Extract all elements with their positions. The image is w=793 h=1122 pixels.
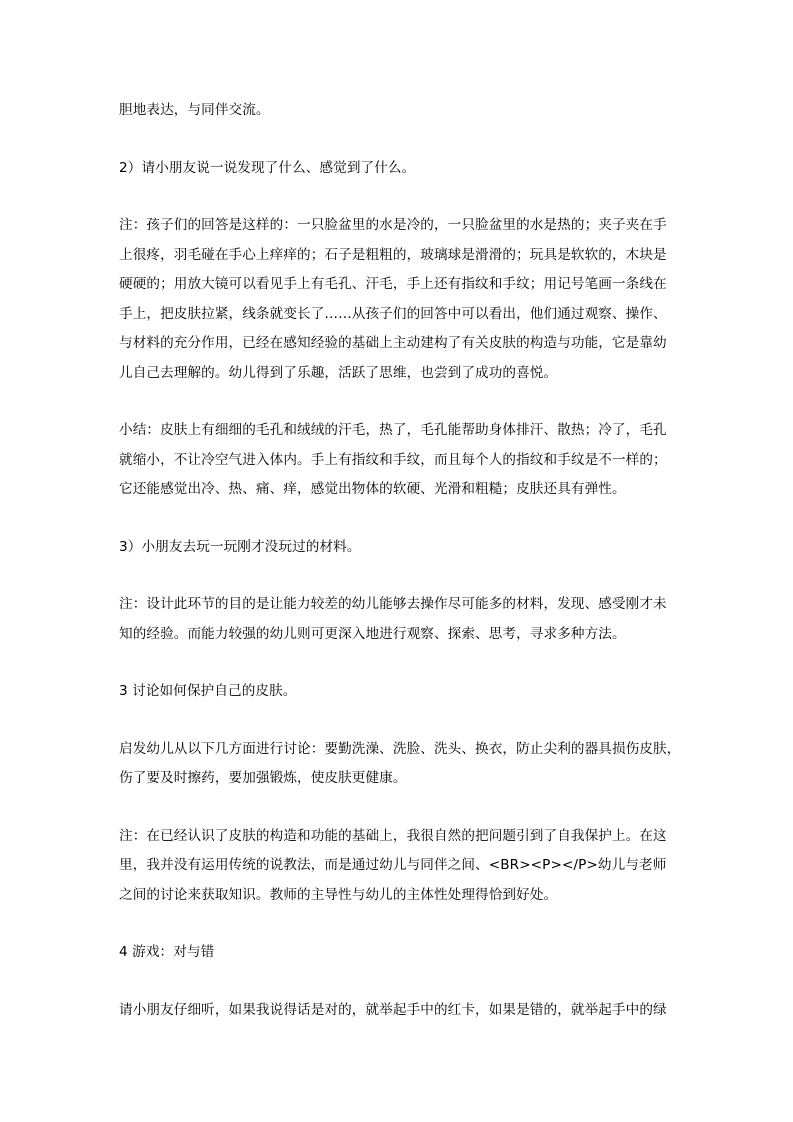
paragraph-note-self-protection — [119, 822, 679, 911]
text-line: 它还能感觉出冷、热、痛、痒，感觉出物体的软硬、光滑和粗糙；皮肤还具有弹性。 — [119, 481, 626, 497]
text-line: 知的经验。而能力较强的幼儿则可更深入地进行观察、探索、思考，寻求多种方法。 — [119, 625, 626, 642]
paragraph-summary — [119, 416, 679, 505]
text-line: 2）请小朋友说一说发现了什么、感觉到了什么。 — [119, 159, 416, 176]
text-line: 启发幼儿从以下几方面进行讨论：要勤洗澡、洗脸、洗头、换衣，防止尖利的器具损伤皮肤， — [119, 740, 681, 757]
document-body — [119, 96, 679, 1053]
text-line: 3）小朋友去玩一玩刚才没玩过的材料。 — [119, 538, 361, 555]
paragraph-note-children-answers — [119, 211, 679, 388]
text-line: 胆地表达，与同伴交流。 — [119, 102, 270, 118]
section-heading-4 — [119, 938, 679, 968]
text-line: 里，我并没有运用传统的说教法，而是通过幼儿与同伴之间、<BR><P></P>幼儿与老师 — [119, 857, 667, 873]
text-line: 就缩小，不让冷空气进入体内。手上有指纹和手纹，而且每个人的指纹和手纹是不一样的； — [119, 451, 667, 468]
paragraph-game-instructions — [119, 996, 679, 1026]
paragraph-step-3 — [119, 533, 679, 563]
section-heading-3 — [119, 677, 679, 707]
paragraph-step-2 — [119, 154, 679, 184]
text-line: 硬硬的；用放大镜可以看见手上有毛孔、汗毛，手上还有指纹和手纹；用记号笔画一条线在 — [119, 276, 667, 292]
text-line: 之间的讨论来获取知识。教师的主导性与幼儿的主体性处理得恰到好处。 — [119, 886, 558, 903]
text-line: 请小朋友仔细听，如果我说得话是对的，就举起手中的红卡，如果是错的，就举起手中的绿 — [119, 1001, 667, 1018]
paragraph-continuation — [119, 96, 679, 126]
text-line: 手上，把皮肤拉紧，线条就变长了……从孩子们的回答中可以看出，他们通过观察、操作、 — [119, 305, 667, 322]
text-line: 注：设计此环节的目的是让能力较差的幼儿能够去操作尽可能多的材料，发现、感受刚才未 — [119, 596, 667, 612]
text-line: 注：在已经认识了皮肤的构造和功能的基础上，我很自然的把问题引到了自我保护上。在这 — [119, 827, 667, 844]
text-line: 儿自己去理解的。幼儿得到了乐趣，活跃了思维，也尝到了成功的喜悦。 — [119, 364, 558, 381]
text-line: 小结：皮肤上有细细的毛孔和绒绒的汗毛，热了，毛孔能帮助身体排汗、散热；冷了，毛孔 — [119, 422, 667, 438]
text-line: 注：孩子们的回答是这样的：一只脸盆里的水是冷的，一只脸盆里的水是热的；夹子夹在手 — [119, 217, 667, 233]
text-line: 4 游戏：对与错 — [119, 944, 215, 960]
text-line: 与材料的充分作用，已经在感知经验的基础上主动建构了有关皮肤的构造与功能，它是靠幼 — [119, 335, 667, 351]
paragraph-discussion — [119, 735, 679, 794]
text-line: 3 讨论如何保护自己的皮肤。 — [119, 683, 297, 699]
paragraph-note-design — [119, 590, 679, 649]
text-line: 伤了要及时擦药，要加强锻炼，使皮肤更健康。 — [119, 770, 407, 786]
text-line: 上很疼，羽毛碰在手心上痒痒的；石子是粗粗的，玻璃球是滑滑的；玩具是软软的，木块是 — [119, 246, 667, 263]
